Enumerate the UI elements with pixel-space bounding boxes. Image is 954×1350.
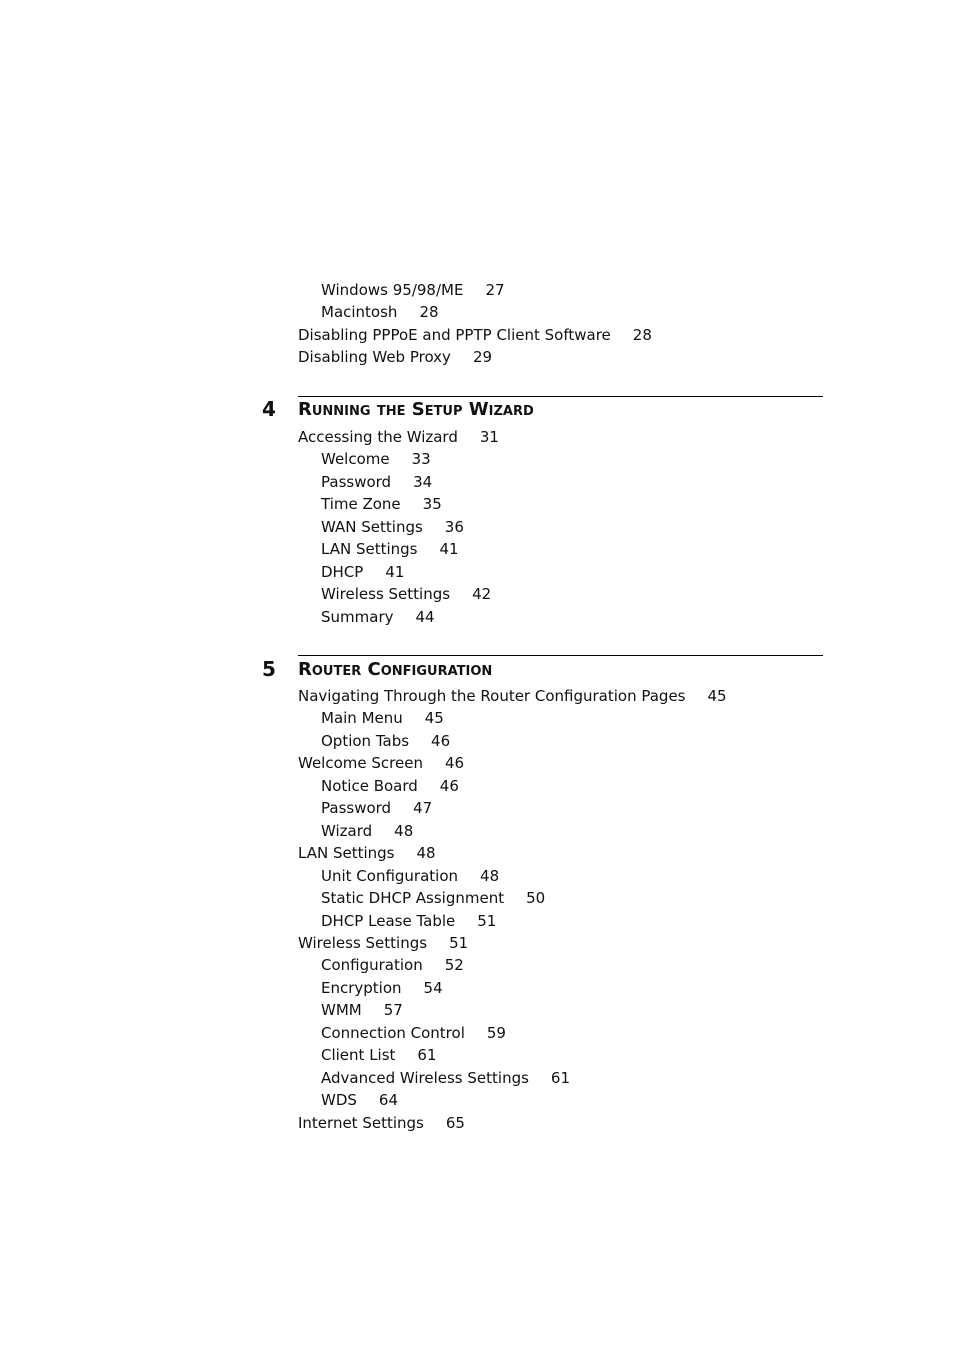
toc-entry[interactable]: [298, 1114, 465, 1132]
toc-entry-page: 61: [417, 1046, 437, 1065]
toc-entry[interactable]: [321, 1069, 570, 1087]
toc-entry-title: Wizard: [321, 821, 373, 840]
toc-entry[interactable]: [321, 732, 450, 750]
toc-entry[interactable]: [321, 608, 435, 626]
toc-entry-page: 61: [550, 1068, 571, 1087]
toc-entry-page: 65: [445, 1113, 465, 1132]
toc-entry-title: Navigating Through the Router Configuration Pages: [298, 687, 686, 705]
toc-entry-title: Notice Board: [321, 776, 418, 795]
chapter-4-title: Running the Setup Wizard: [298, 399, 534, 420]
toc-entry-page: 48: [416, 844, 436, 863]
toc-entry-title: LAN Settings: [298, 844, 395, 863]
toc-entry[interactable]: [321, 495, 442, 513]
toc-entry[interactable]: [321, 822, 413, 840]
toc-entry-title: Static DHCP Assignment: [321, 889, 505, 908]
toc-entry[interactable]: [321, 518, 464, 536]
toc-entry-title: Macintosh: [321, 303, 398, 322]
toc-entry-page: 64: [378, 1091, 398, 1110]
toc-entry-title: Disabling PPPoE and PPTP Client Software: [298, 325, 611, 344]
toc-entry-title: Welcome Screen: [298, 754, 423, 773]
toc-entry-title: Encryption: [321, 978, 402, 997]
toc-entry-title: Welcome: [321, 450, 390, 469]
toc-entry-page: 48: [394, 821, 414, 840]
chapter-5-title: Router Configuration: [298, 659, 493, 680]
toc-entry-title: DHCP Lease Table: [321, 911, 456, 930]
toc-entry[interactable]: [321, 799, 432, 817]
toc-entry-page: 45: [424, 709, 444, 728]
toc-entry-page: 31: [479, 428, 499, 446]
toc-entry[interactable]: [321, 563, 404, 581]
toc-entry[interactable]: [321, 889, 545, 907]
toc-entry[interactable]: [298, 348, 492, 366]
toc-entry-page: 44: [415, 607, 435, 626]
toc-entry-page: 48: [480, 866, 500, 885]
toc-entry-title: Summary: [321, 607, 394, 626]
toc-entry[interactable]: [321, 303, 439, 321]
toc-entry-title: Option Tabs: [321, 731, 410, 750]
toc-entry-page: 29: [472, 348, 493, 367]
toc-entry-page: 28: [419, 303, 439, 322]
toc-entry-page: 50: [526, 889, 546, 908]
toc-entry-page: 28: [632, 325, 652, 344]
toc-entry-title: Wireless Settings: [321, 585, 451, 604]
toc-entry[interactable]: [298, 844, 436, 862]
toc-entry[interactable]: [298, 326, 652, 344]
toc-entry-page: 42: [472, 585, 492, 604]
toc-entry[interactable]: [298, 687, 727, 705]
toc-entry[interactable]: [321, 777, 459, 795]
toc-entry[interactable]: [298, 754, 464, 772]
toc-entry-page: 54: [423, 978, 443, 997]
toc-entry-title: Password: [321, 799, 392, 818]
toc-entry-title: Main Menu: [321, 709, 403, 728]
toc-entry[interactable]: [321, 540, 459, 558]
toc-entry-title: Unit Configuration: [321, 866, 459, 885]
toc-entry-title: Password: [321, 472, 392, 491]
toc-entry-title: Connection Control: [321, 1023, 465, 1042]
toc-entry[interactable]: [321, 473, 432, 491]
toc-entry-title: Advanced Wireless Settings: [321, 1068, 529, 1087]
toc-entry-page: 59: [486, 1023, 506, 1042]
toc-entry[interactable]: [321, 709, 444, 727]
toc-entry-page: 46: [439, 776, 459, 795]
toc-entry-title: Internet Settings: [298, 1113, 424, 1132]
toc-entry-page: 27: [485, 281, 505, 299]
toc-entry-page: 36: [444, 517, 464, 536]
toc-entry-page: 46: [431, 731, 451, 750]
toc-entry-title: WMM: [321, 1001, 362, 1020]
toc-entry[interactable]: [321, 450, 431, 468]
toc-entry-title: Windows 95/98/ME: [321, 281, 464, 299]
toc-entry-page: 57: [383, 1001, 403, 1020]
toc-entry-title: DHCP: [321, 562, 364, 581]
toc-entry-page: 41: [439, 540, 459, 559]
toc-entry-page: 51: [449, 933, 469, 952]
chapter-4-number: 4: [262, 397, 276, 421]
toc-entry-page: 33: [411, 450, 431, 469]
toc-entry-page: 51: [477, 911, 497, 930]
toc-entry-title: WAN Settings: [321, 517, 423, 536]
toc-entry-page: 41: [385, 562, 405, 581]
toc-entry[interactable]: [321, 1001, 403, 1019]
toc-entry-title: Accessing the Wizard: [298, 428, 458, 446]
toc-entry-title: WDS: [321, 1091, 357, 1110]
toc-entry-page: 47: [413, 799, 433, 818]
toc-entry-title: Time Zone: [321, 495, 401, 514]
chapter-5-number: 5: [262, 657, 276, 681]
toc-entry-page: 45: [707, 687, 727, 705]
toc-entry[interactable]: [321, 281, 505, 299]
toc-entry[interactable]: [321, 912, 496, 930]
toc-entry-page: 34: [413, 472, 433, 491]
chapter-4-rule: [298, 396, 823, 397]
toc-entry-title: Configuration: [321, 956, 423, 975]
toc-entry-title: Disabling Web Proxy: [298, 348, 451, 367]
chapter-5-rule: [298, 655, 823, 656]
toc-entry-title: Client List: [321, 1046, 396, 1065]
toc-entry-page: 35: [422, 495, 442, 514]
toc-entry[interactable]: [321, 956, 464, 974]
toc-entry-title: Wireless Settings: [298, 933, 428, 952]
toc-entry[interactable]: [321, 1091, 398, 1109]
toc-entry[interactable]: [321, 1024, 506, 1042]
toc-entry[interactable]: [321, 979, 443, 997]
toc-entry[interactable]: [321, 1046, 437, 1064]
toc-entry[interactable]: [321, 585, 491, 603]
toc-entry[interactable]: [298, 934, 468, 952]
toc-entry[interactable]: [298, 428, 499, 446]
toc-entry-title: LAN Settings: [321, 540, 418, 559]
toc-entry-page: 52: [444, 956, 464, 975]
toc-entry[interactable]: [321, 867, 499, 885]
toc-entry-page: 46: [444, 754, 465, 773]
